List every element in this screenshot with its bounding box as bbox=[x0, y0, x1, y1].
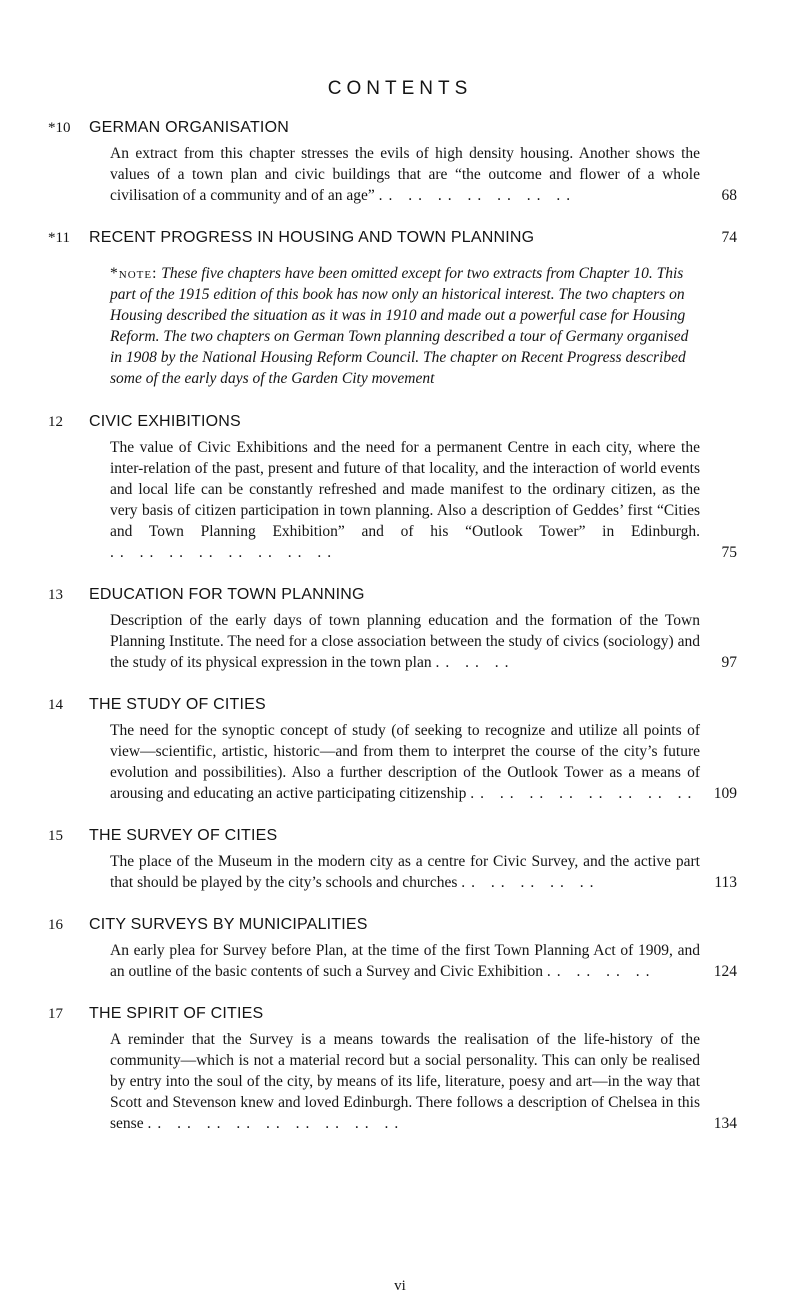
page-folio: vi bbox=[394, 1278, 406, 1294]
dot-leader: .. .. .. .. .. bbox=[461, 874, 600, 891]
chapter-number: 12 bbox=[48, 414, 63, 430]
chapter-description-text: An extract from this chapter stresses the evils of high density housing. Another shows the values of a town plan and civic buildings that are “the outcome and flower of a whole civilisation of a community and of an age” bbox=[110, 145, 700, 204]
chapter-description-text: The value of Civic Exhibitions and the need for a permanent Centre in each city, where the inter-relation of the past, present and future of that locality, and the interaction of world events and local life can be constantly refreshed and made manifest to the ordinary citizen, as the very basis of citizen participation in town planning. Also a description of Geddes’ first “Cities and Town Planning Exhibition” and of his “Outlook Tower” in Edinburgh. bbox=[110, 439, 700, 540]
contents-entry-14 bbox=[0, 694, 800, 804]
contents-entry-17 bbox=[0, 1003, 800, 1134]
note-label: *note: bbox=[110, 265, 158, 282]
contents-entry-11 bbox=[0, 227, 800, 249]
page-number: 97 bbox=[721, 654, 737, 671]
chapter-title: GERMAN ORGANISATION bbox=[89, 119, 289, 136]
contents-entry-10 bbox=[0, 117, 800, 206]
contents-entry-16 bbox=[0, 914, 800, 982]
contents-list bbox=[0, 117, 800, 1155]
chapter-description-text: A reminder that the Survey is a means towards the realisation of the life-history of the community—which is not a material record but a social personality. This can only be realised by entry into the soul of the city, by means of its life, literature, poesy and art—in the way that Scott and Stevenson knew and loved Edinburgh. There follows a description of Chelsea in this sense bbox=[110, 1031, 700, 1132]
chapter-number: 17 bbox=[48, 1006, 63, 1022]
chapter-title: RECENT PROGRESS IN HOUSING AND TOWN PLANNING bbox=[89, 229, 535, 246]
chapter-number: *10 bbox=[48, 120, 71, 136]
dot-leader: .. .. .. .. bbox=[546, 963, 656, 980]
chapter-title: EDUCATION FOR TOWN PLANNING bbox=[89, 586, 365, 603]
chapter-description bbox=[110, 437, 700, 563]
contents-entry-13 bbox=[0, 584, 800, 673]
dot-leader: .. .. .. .. .. .. .. .. .. bbox=[147, 1115, 405, 1132]
chapter-description bbox=[110, 940, 700, 982]
page-number: 75 bbox=[721, 544, 737, 561]
dot-leader: .. .. .. bbox=[435, 654, 515, 671]
dot-leader: .. .. .. .. .. .. .. bbox=[378, 187, 577, 204]
chapter-description bbox=[110, 143, 700, 206]
chapter-title: CITY SURVEYS BY MUNICIPALITIES bbox=[89, 916, 368, 933]
chapter-title: THE STUDY OF CITIES bbox=[89, 696, 266, 713]
chapter-number: 15 bbox=[48, 828, 63, 844]
page-number: 74 bbox=[721, 229, 737, 246]
chapter-number: 14 bbox=[48, 697, 63, 713]
page-number: 124 bbox=[713, 963, 737, 980]
contents-entry-15 bbox=[0, 825, 800, 893]
page-number: 134 bbox=[713, 1115, 737, 1132]
note-text: These five chapters have been omitted except for two extracts from Chapter 10. This part of the 1915 edition of this book has now only an historical interest. The two chapters on Housing described the situation as it was in 1910 and made out a powerful case for Housing Reform. The two chapters on German Town planning described a tour of Germany organised in 1908 by the National Housing Reform Council. The chapter on Recent Progress described some of the early days of the Garden City movement bbox=[110, 265, 689, 387]
chapter-description bbox=[110, 1029, 700, 1134]
chapter-title: THE SURVEY OF CITIES bbox=[89, 827, 278, 844]
chapter-description-text: The need for the synoptic concept of study (of seeking to recognize and utilize all points of view—scientific, artistic, historic—and from them to interpret the course of the city’s future evolution and possibilities). Also a further description of the Outlook Tower as a means of arousing and educating an active participating citizenship bbox=[110, 722, 700, 802]
dot-leader: .. .. .. .. .. .. .. .. bbox=[110, 544, 338, 561]
page-number: 113 bbox=[714, 874, 737, 891]
page-number: 109 bbox=[713, 785, 737, 802]
chapter-number: 16 bbox=[48, 917, 63, 933]
page-header: CONTENTS bbox=[327, 78, 473, 99]
editorial-note bbox=[110, 263, 700, 389]
chapter-description bbox=[110, 610, 700, 673]
chapter-title: CIVIC EXHIBITIONS bbox=[89, 413, 241, 430]
contents-entry-12 bbox=[0, 411, 800, 563]
chapter-number: 13 bbox=[48, 587, 63, 603]
chapter-description-text: Description of the early days of town planning education and the formation of the Town Planning Institute. The need for a close association between the study of civics (sociology) and the study of its physical expression in the town plan bbox=[110, 612, 700, 671]
chapter-description-text: An early plea for Survey before Plan, at the time of the first Town Planning Act of 1909, and an outline of the basic contents of such a Survey and Civic Exhibition bbox=[110, 942, 700, 980]
chapter-number: *11 bbox=[48, 230, 70, 246]
chapter-description bbox=[110, 720, 700, 804]
chapter-title: THE SPIRIT OF CITIES bbox=[89, 1005, 264, 1022]
page-number: 68 bbox=[721, 187, 737, 204]
chapter-description bbox=[110, 851, 700, 893]
chapter-description-text: The place of the Museum in the modern city as a centre for Civic Survey, and the active part that should be played by the city’s schools and churches bbox=[110, 853, 700, 891]
dot-leader: .. .. .. .. .. .. .. .. bbox=[470, 785, 698, 802]
